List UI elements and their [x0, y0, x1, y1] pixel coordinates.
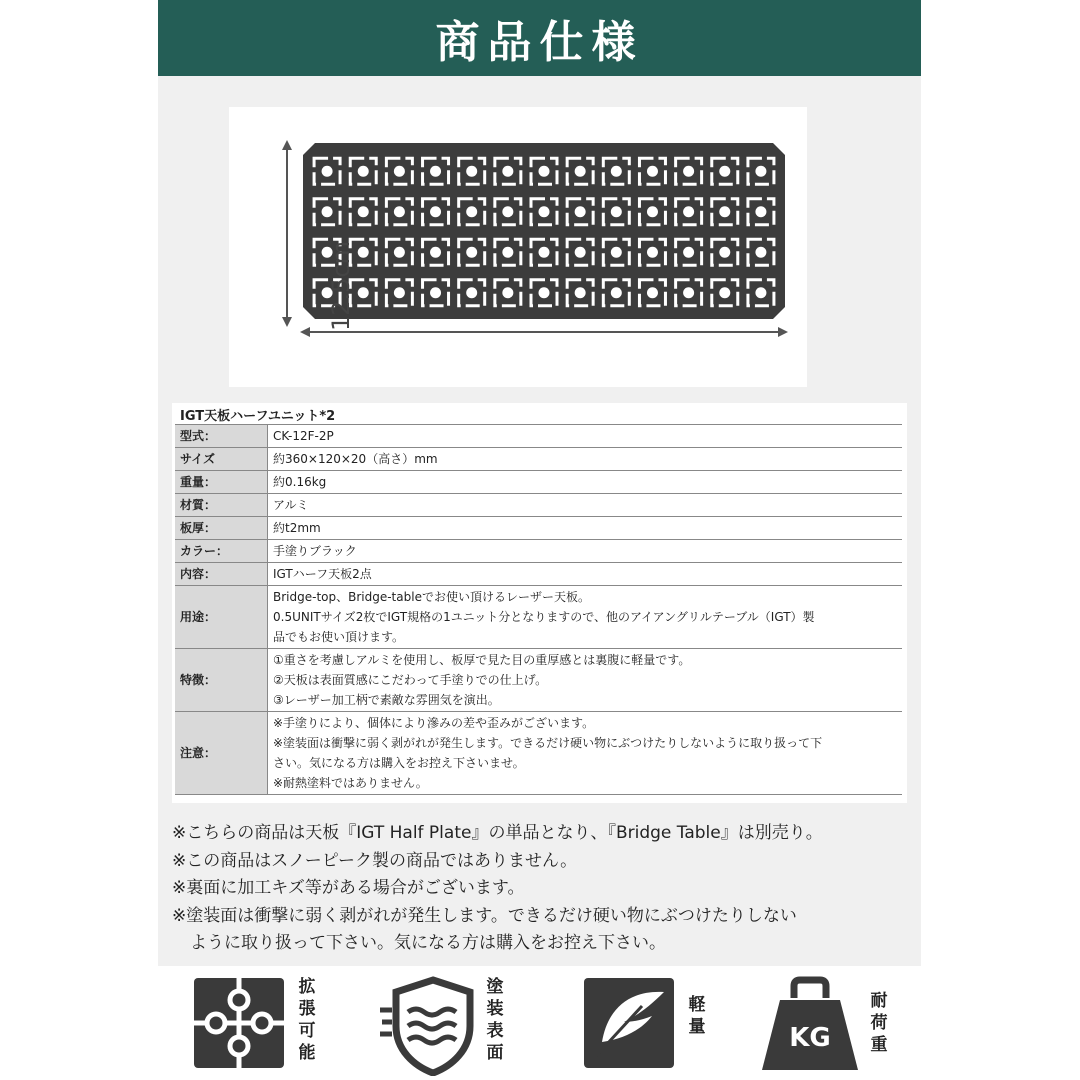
feature-label [686, 994, 708, 1038]
cutout-hole [430, 247, 441, 258]
cutout-hole [719, 247, 730, 258]
cutout-hole [502, 247, 513, 258]
spec-value [268, 649, 903, 712]
cutout-hole [683, 287, 694, 298]
cutout-hole [358, 166, 369, 177]
width-arrow-right [778, 327, 788, 337]
spec-value [268, 494, 903, 517]
spec-value-line: 約0.16kg [273, 475, 327, 489]
spec-key: 型式： [175, 425, 268, 448]
cutout-hole [502, 287, 513, 298]
spec-value [268, 563, 903, 586]
cutout-hole [430, 206, 441, 217]
spec-row [175, 540, 902, 563]
cutout-hole [611, 247, 622, 258]
spec-value-line: ※耐熱塗料ではありません。 [273, 776, 428, 790]
spec-value-line: ①重さを考慮しアルミを使用し、板厚で見た目の重厚感とは裏腹に軽量です。 [273, 653, 691, 667]
cutout-hole [358, 287, 369, 298]
cutout-hole [322, 206, 333, 217]
cutout-hole [358, 247, 369, 258]
weight-kg-icon [760, 976, 860, 1072]
feature-label [484, 976, 506, 1064]
cutout-hole [719, 166, 730, 177]
cutout-hole [539, 206, 550, 217]
spec-value [268, 586, 903, 649]
feature-label [296, 976, 318, 1064]
cutout-hole [575, 166, 586, 177]
feature-label-text: 軽量 [688, 995, 706, 1037]
cutout-hole [539, 166, 550, 177]
spec-value-line: 手塗りブラック [273, 544, 357, 558]
height-arrow-bottom [282, 317, 292, 327]
cutout-hole [466, 206, 477, 217]
spec-value [268, 540, 903, 563]
cutout-hole [647, 206, 658, 217]
product-card [158, 0, 921, 1080]
spec-row [175, 712, 902, 795]
height-arrow-top [282, 140, 292, 150]
page-title: 商品仕様 [435, 17, 644, 68]
feature-strip [0, 966, 1080, 1080]
shield-icon [378, 976, 478, 1076]
feather-icon [582, 976, 676, 1070]
puzzle-icon [192, 976, 286, 1070]
spec-value-line: 約360×120×20（高さ）mm [273, 452, 438, 466]
cutout-hole [539, 287, 550, 298]
spec-key: カラー： [175, 540, 268, 563]
feature-label-text: 耐荷重 [870, 991, 888, 1055]
spec-key: 材質： [175, 494, 268, 517]
cutout-hole [755, 206, 766, 217]
cutout-hole [394, 287, 405, 298]
spec-key: 用途： [175, 586, 268, 649]
feature-load-capacity [760, 976, 900, 1076]
cutout-hole [466, 247, 477, 258]
spec-row [175, 471, 902, 494]
spec-value-line: 品でもお使い頂けます。 [273, 630, 405, 644]
note-line: ※裏面に加工キズ等がある場合がございます。 [172, 878, 525, 898]
spec-value-line: ③レーザー加工柄で素敵な雰囲気を演出。 [273, 693, 500, 707]
cutout-hole [755, 247, 766, 258]
cutout-hole [755, 287, 766, 298]
cutout-hole [466, 166, 477, 177]
spec-value-line: Bridge-top、Bridge-tableでお使い頂けるレーザー天板。 [273, 590, 590, 604]
spec-value-line: さい。気になる方は購入をお控え下さいませ。 [273, 756, 525, 770]
cutout-hole [575, 206, 586, 217]
cutout-hole [539, 247, 550, 258]
spec-value-line: ※手塗りにより、個体により滲みの差や歪みがございます。 [273, 716, 595, 730]
cutout-hole [683, 247, 694, 258]
spec-key: サイズ [175, 448, 268, 471]
spec-value-line: ②天板は表面質感にこだわって手塗りでの仕上げ。 [273, 673, 548, 687]
spec-row [175, 494, 902, 517]
spec-row [175, 425, 902, 448]
spec-key: 板厚： [175, 517, 268, 540]
spec-row [175, 563, 902, 586]
cutout-hole [575, 247, 586, 258]
spec-value [268, 517, 903, 540]
spec-table [175, 424, 902, 795]
kg-text: KG [789, 1023, 831, 1053]
cutout-hole [719, 206, 730, 217]
feature-coated-surface [378, 976, 518, 1076]
feature-label-text: 塗装表面 [486, 977, 504, 1063]
feature-expandable [192, 976, 322, 1076]
cutout-hole [647, 287, 658, 298]
product-figure [229, 107, 807, 387]
cutout-hole [611, 206, 622, 217]
spec-row [175, 586, 902, 649]
spec-value-line: ※塗装面は衝撃に弱く剥がれが発生します。できるだけ硬い物にぶつけたりしないように取り扱って下 [273, 736, 823, 750]
spec-key: 内容： [175, 563, 268, 586]
feature-label-text: 拡張可能 [298, 977, 316, 1063]
cutout-hole [502, 166, 513, 177]
note-line: ※この商品はスノーピーク製の商品ではありません。 [172, 850, 578, 871]
cutout-hole [719, 287, 730, 298]
cutout-hole [358, 206, 369, 217]
cutout-hole [683, 206, 694, 217]
plate-drawing [229, 107, 807, 387]
spec-key: 重量： [175, 471, 268, 494]
feature-lightweight [582, 976, 712, 1076]
cutout-hole [647, 247, 658, 258]
spec-key: 注意： [175, 712, 268, 795]
spec-value [268, 471, 903, 494]
spec-value-line: IGTハーフ天板2点 [273, 567, 372, 581]
cutout-hole [575, 287, 586, 298]
cutout-hole [322, 166, 333, 177]
notes [172, 820, 912, 958]
cutout-hole [430, 287, 441, 298]
spec-value [268, 425, 903, 448]
spec-value-line: 0.5UNITサイズ2枚でIGT規格の1ユニット分となりますので、他のアイアングリルテーブル（IGT）製 [273, 610, 815, 624]
note-line: ように取り扱って下さい。気になる方は購入をお控え下さい。 [190, 933, 666, 953]
cutout-hole [394, 206, 405, 217]
spec-value-line: アルミ [273, 498, 309, 512]
feature-label [868, 990, 890, 1056]
height-label: 12.5cm [327, 240, 355, 331]
spec-value-line: CK-12F-2P [273, 429, 334, 443]
spec-key: 特徴： [175, 649, 268, 712]
spec-row [175, 517, 902, 540]
spec-row [175, 649, 902, 712]
header-bar [158, 0, 921, 76]
cutout-hole [683, 166, 694, 177]
spec-row [175, 448, 902, 471]
cutout-hole [430, 166, 441, 177]
spec-value-line: 約t2mm [273, 521, 321, 535]
cutout-hole [755, 166, 766, 177]
spec-title: IGT天板ハーフユニット*2 [180, 409, 336, 424]
cutout-hole [466, 287, 477, 298]
cutout-hole [394, 247, 405, 258]
cutout-hole [647, 166, 658, 177]
spec-value [268, 448, 903, 471]
width-arrow-left [300, 327, 310, 337]
note-line: ※こちらの商品は天板『IGT Half Plate』の単品となり、『Bridge Table』は別売り。 [172, 823, 823, 843]
cutout-hole [611, 287, 622, 298]
spec-panel [172, 403, 907, 803]
cutout-hole [611, 166, 622, 177]
cutout-hole [502, 206, 513, 217]
spec-value [268, 712, 903, 795]
note-line: ※塗装面は衝撃に弱く剥がれが発生します。できるだけ硬い物にぶつけたりしない [172, 905, 797, 926]
cutout-hole [394, 166, 405, 177]
